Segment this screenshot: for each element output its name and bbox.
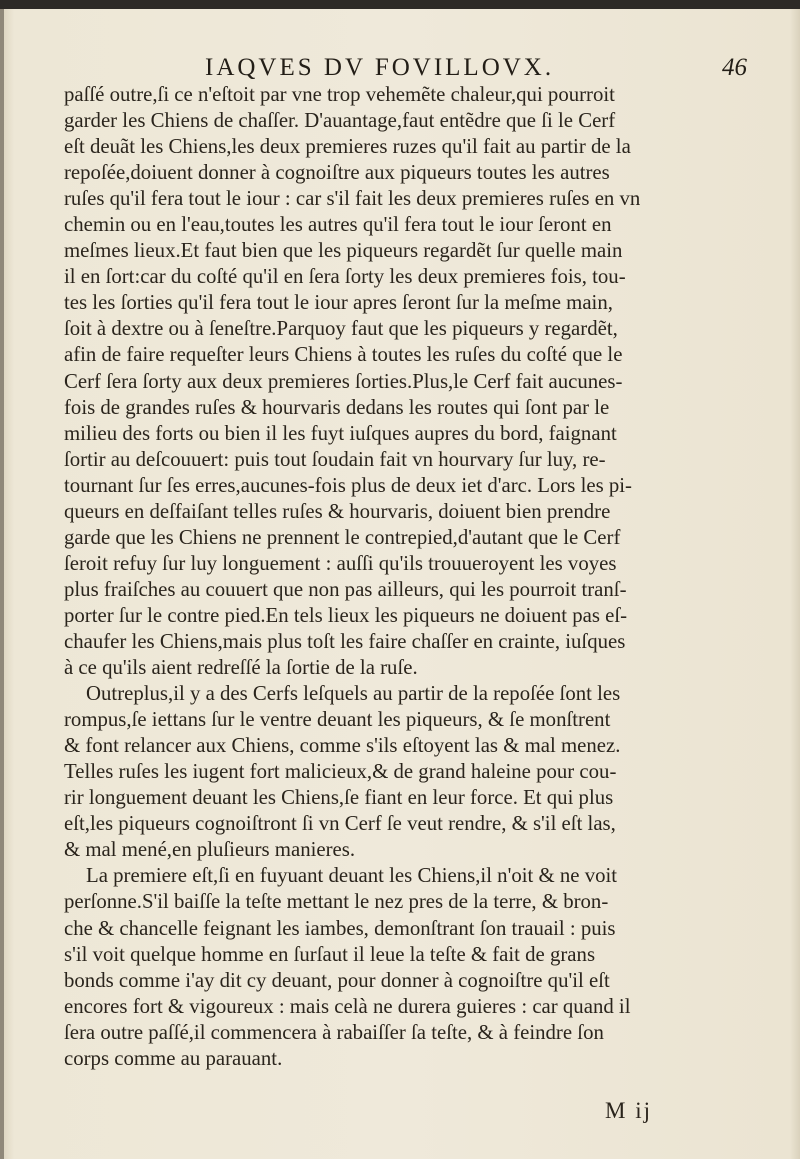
text-line: fois de grandes ruſes & hourvaris dedans les routes qui ſont par le	[64, 395, 610, 419]
text-line: che & chancelle feignant les iambes, demonſtrant ſon trauail : puis	[64, 916, 616, 940]
text-line: queurs en deſfaiſant telles ruſes & hourvaris, doiuent bien prendre	[64, 499, 611, 523]
text-line: ſeroit refuy ſur luy longuement : auſſi qu'ils trouueroyent les voyes	[64, 551, 617, 575]
text-line: eſt,les piqueurs cognoiſtront ſi vn Cerf ſe veut rendre, & s'il eſt las,	[64, 812, 616, 836]
text-line: & font relancer aux Chiens, comme s'ils eſtoyent las & mal menez.	[64, 734, 621, 758]
text-line: corps comme au parauant.	[64, 1046, 283, 1070]
text-line: rir longuement deuant les Chiens,ſe fiant en leur force. Et qui plus	[64, 786, 614, 810]
text-line: garde que les Chiens ne prennent le contrepied,d'autant que le Cerf	[64, 525, 621, 549]
text-line: tournant ſur ſes erres,aucunes-fois plus de deux iet d'arc. Lors les pi-	[64, 473, 632, 497]
text-line: Outreplus,il y a des Cerfs leſquels au partir de la repoſée ſont les	[86, 682, 621, 706]
text-line: chemin ou en l'eau,toutes les autres qu'il fera tout le iour ſeront en	[64, 213, 612, 237]
text-line: porter ſur le contre pied.En tels lieux les piqueurs ne doiuent pas eſ-	[64, 603, 628, 627]
text-line: ſoit à dextre ou à ſeneſtre.Parquoy faut que les piqueurs y regardẽt,	[64, 317, 618, 341]
text-line: La premiere eſt,ſi en fuyuant deuant les Chiens,il n'oit & ne voit	[86, 864, 618, 888]
text-line: repoſée,doiuent donner à cognoiſtre aux piqueurs toutes les autres	[64, 161, 610, 185]
text-line: milieu des forts ou bien il les fuyt iuſques aupres du bord, faignant	[64, 421, 617, 445]
text-line: paſſé outre,ſi ce n'eſtoit par vne trop vehemẽte chaleur,qui pourroit	[64, 83, 615, 106]
scan-top-border	[0, 0, 800, 9]
text-line: Telles ruſes les iugent fort malicieux,& de grand haleine pour cou-	[64, 760, 617, 784]
text-line: bonds comme i'ay dit cy deuant, pour donner à cognoiſtre qu'il eſt	[64, 968, 610, 992]
text-line: chaufer les Chiens,mais plus toſt les faire chaſſer en crainte, iuſques	[64, 629, 626, 653]
text-line: perſonne.S'il baiſſe la teſte mettant le nez pres de la terre, & bron-	[64, 890, 609, 914]
text-line: & mal mené,en pluſieurs manieres.	[64, 838, 356, 862]
text-line: à ce qu'ils aient redreſſé la ſortie de la ruſe.	[64, 656, 418, 680]
running-title: IAQVES DV FOVILLOVX.	[205, 54, 555, 81]
page-number: 46	[722, 54, 747, 81]
text-line: garder les Chiens de chaſſer. D'auantage,faut entẽdre que ſi le Cerf	[64, 109, 616, 133]
text-line: il en ſort:car du coſté qu'il en ſera ſorty les deux premieres fois, tou-	[64, 265, 626, 289]
text-line: afin de faire requeſter leurs Chiens à toutes les ruſes du coſté que le	[64, 343, 623, 367]
text-line: ſera outre paſſé,il commencera à rabaiſſer ſa teſte, & à feindre ſon	[64, 1020, 604, 1044]
text-line: s'il voit quelque homme en ſurſaut il leue la teſte & fait de grans	[64, 942, 596, 966]
text-line: Cerf ſera ſorty aux deux premieres ſorties.Plus,le Cerf fait aucunes-	[64, 369, 623, 393]
text-line: ruſes qu'il fera tout le iour : car s'il fait les deux premieres ruſes en vn	[64, 187, 641, 211]
body-text	[64, 82, 784, 1072]
binding-edge	[0, 9, 4, 1159]
text-line: eſt deuãt les Chiens,les deux premieres ruzes qu'il fait au partir de la	[64, 135, 631, 159]
text-line: meſmes lieux.Et faut bien que les piqueurs regardẽt ſur quelle main	[64, 239, 623, 263]
text-line: ſortir au deſcouuert: puis tout ſoudain fait vn hourvary ſur luy, re-	[64, 447, 606, 471]
text-line: encores fort & vigoureux : mais celà ne durera guieres : car quand il	[64, 994, 631, 1018]
text-line: plus fraiſches au couuert que non pas ailleurs, qui les pourroit tranſ-	[64, 577, 627, 601]
text-line: tes les ſorties qu'il fera tout le iour apres ſeront ſur la meſme main,	[64, 291, 613, 315]
text-line: rompus,ſe iettans ſur le ventre deuant les piqueurs, & ſe monſtrent	[64, 708, 611, 732]
signature-mark: M ij	[605, 1098, 652, 1123]
